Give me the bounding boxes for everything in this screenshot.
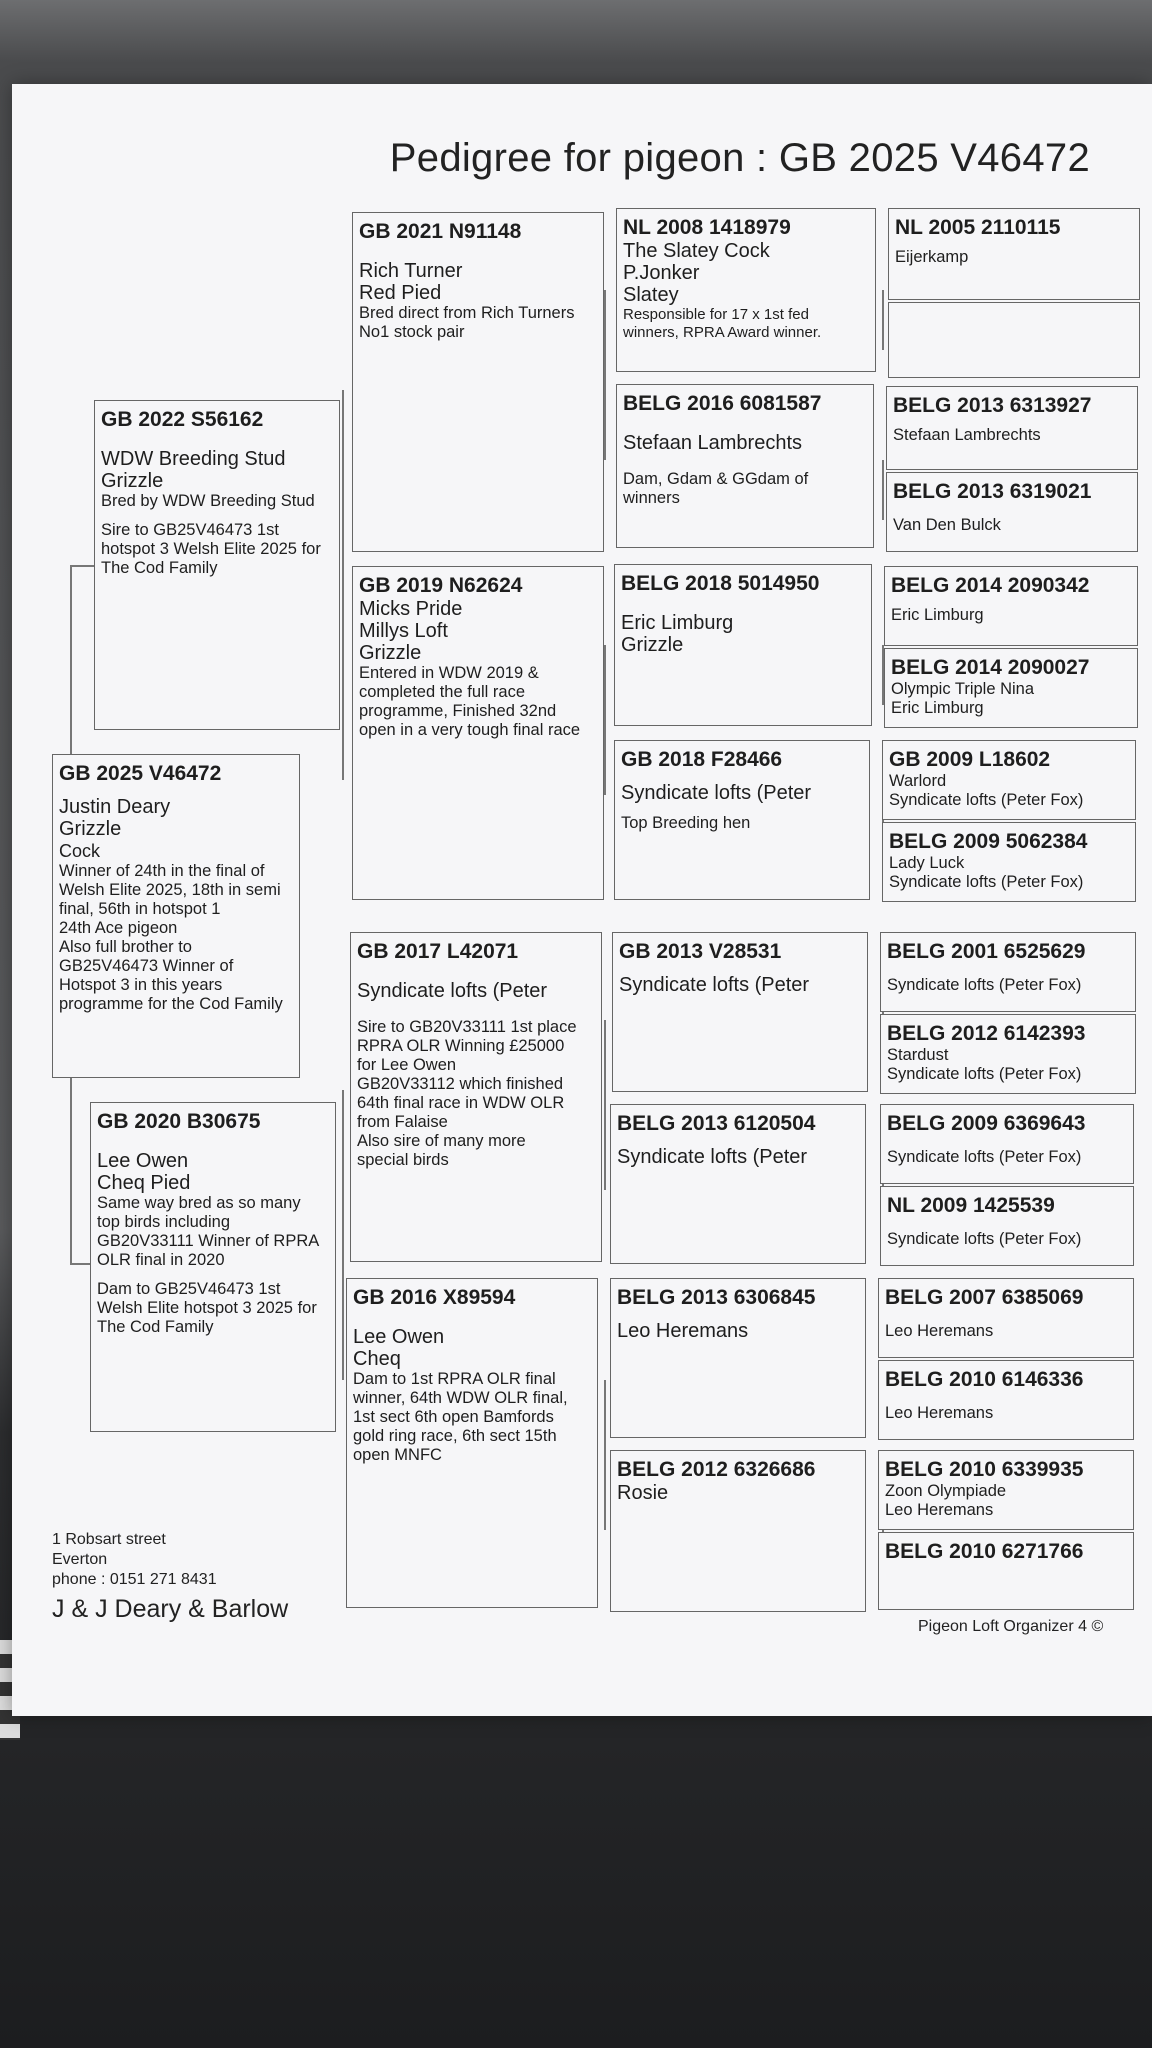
g5-card xyxy=(884,566,1138,646)
line-1: Stefaan Lambrechts xyxy=(893,426,1041,444)
pigeon-name: Rosie xyxy=(617,1482,669,1504)
line-1: Eijerkamp xyxy=(895,248,969,266)
phone-number: phone : 0151 271 8431 xyxy=(52,1571,217,1588)
colour: Red Pied xyxy=(359,282,442,304)
breeder-name: Syndicate lofts (Peter xyxy=(617,1146,808,1168)
g5-card xyxy=(886,386,1138,470)
line-1: Syndicate lofts (Peter Fox) xyxy=(887,976,1082,994)
line-1: Syndicate lofts (Peter Fox) xyxy=(887,1230,1082,1248)
colour: Grizzle xyxy=(621,634,684,656)
address-line-1: 1 Robsart street xyxy=(52,1531,166,1548)
ring-number: BELG 2010 6146336 xyxy=(885,1368,1084,1391)
ddd-card xyxy=(610,1450,866,1612)
ring-number: GB 2020 B30675 xyxy=(97,1110,261,1133)
colour: Grizzle xyxy=(359,642,422,664)
ring-number: GB 2013 V28531 xyxy=(619,940,782,963)
connector-line xyxy=(604,1380,606,1530)
dss-card xyxy=(612,932,868,1092)
colour: Grizzle xyxy=(59,818,122,840)
ring-number: BELG 2010 6339935 xyxy=(885,1458,1084,1481)
ring-number: BELG 2013 6319021 xyxy=(893,480,1092,503)
connector-line xyxy=(604,645,606,795)
line-2: Eric Limburg xyxy=(891,699,984,717)
g5-card xyxy=(880,932,1136,1012)
pigeon-name: The Slatey Cock xyxy=(623,240,770,262)
breeder-name: Syndicate lofts (Peter xyxy=(619,974,810,996)
connector-line xyxy=(342,1090,344,1380)
colour: Grizzle xyxy=(101,470,164,492)
g5-card xyxy=(878,1360,1134,1440)
address-line-2: Everton xyxy=(52,1551,108,1568)
g5-card xyxy=(880,1104,1134,1184)
ring-number: BELG 2012 6326686 xyxy=(617,1458,816,1481)
g5-card xyxy=(878,1278,1134,1358)
notes-2: Dam to GB25V46473 1st Welsh Elite hotspot 3 2025 for The Cod Family xyxy=(97,1280,317,1336)
line-1: Stardust xyxy=(887,1046,949,1064)
g5-card xyxy=(880,1014,1136,1094)
notes: Sire to GB20V33111 1st place RPRA OLR Winning £25000 for Lee Owen GB20V33112 which finished 64th final race in WDW OLR from Falaise Also sire of many more special birds xyxy=(357,1018,577,1169)
ring-number: NL 2008 1418979 xyxy=(623,216,791,239)
g5-card xyxy=(878,1532,1134,1610)
sss-card xyxy=(616,208,876,372)
g5-card xyxy=(878,1450,1134,1530)
notes: Entered in WDW 2019 & completed the full race programme, Finished 32nd open in a very tough final race xyxy=(359,664,581,739)
owner-address-block xyxy=(52,1530,288,1626)
ring-number: NL 2009 1425539 xyxy=(887,1194,1055,1217)
sds-card xyxy=(614,564,872,726)
dam-sire-card xyxy=(350,932,602,1262)
dam-dam-card xyxy=(346,1278,598,1608)
line-1: Syndicate lofts (Peter Fox) xyxy=(887,1148,1082,1166)
connector-line xyxy=(342,390,344,780)
sex: Cock xyxy=(59,841,101,861)
line-1: Eric Limburg xyxy=(891,606,984,624)
line-2: Syndicate lofts (Peter Fox) xyxy=(889,873,1084,891)
breeder-name: Stefaan Lambrechts xyxy=(623,432,802,454)
ring-number: GB 2025 V46472 xyxy=(59,762,222,785)
ring-number: BELG 2009 6369643 xyxy=(887,1112,1086,1135)
g5-card xyxy=(888,302,1140,378)
line-1: Lady Luck xyxy=(889,854,965,872)
line-1: Warlord xyxy=(889,772,947,790)
ring-number: BELG 2001 6525629 xyxy=(887,940,1086,963)
line-1: Van Den Bulck xyxy=(893,516,1001,534)
breeder-name: Rich Turner xyxy=(359,260,463,282)
line-1: Zoon Olympiade xyxy=(885,1482,1007,1500)
breeder-name: Lee Owen xyxy=(353,1326,445,1348)
sdd-card xyxy=(614,740,870,900)
ring-number: GB 2017 L42071 xyxy=(357,940,519,963)
notes: Same way bred as so many top birds including GB20V33111 Winner of RPRA OLR final in 2020 xyxy=(97,1194,320,1269)
loft-name: Millys Loft xyxy=(359,620,448,642)
ring-number: GB 2009 L18602 xyxy=(889,748,1051,771)
ring-number: BELG 2012 6142393 xyxy=(887,1022,1086,1045)
dsd-card xyxy=(610,1104,866,1264)
subject-pigeon-card xyxy=(52,754,300,1078)
notes: Winner of 24th in the final of Welsh Elite 2025, 18th in semi final, 56th in hotspot 1 24th Ace pigeon Also full brother to GB25V46473 Winner of Hotspot 3 in this years programme for the Cod Family xyxy=(59,862,283,1013)
breeder-name: Eric Limburg xyxy=(621,612,734,634)
connector-line xyxy=(882,290,884,350)
pigeon-name: Micks Pride xyxy=(359,598,463,620)
breeder-name: Syndicate lofts (Peter xyxy=(357,980,548,1002)
g5-card xyxy=(884,648,1138,728)
ring-number: BELG 2013 6306845 xyxy=(617,1286,816,1309)
connector-line xyxy=(882,460,884,520)
ring-number: BELG 2014 2090342 xyxy=(891,574,1090,597)
connector-line xyxy=(604,1020,606,1190)
breeder-name: Lee Owen xyxy=(97,1150,189,1172)
breeder-name: Justin Deary xyxy=(59,796,171,818)
line-1: Leo Heremans xyxy=(885,1322,994,1340)
notes: Responsible for 17 x 1st fed winners, RPRA Award winner. xyxy=(623,306,822,341)
dds-card xyxy=(610,1278,866,1438)
breeder-name: Leo Heremans xyxy=(617,1320,749,1342)
line-2: Syndicate lofts (Peter Fox) xyxy=(887,1065,1082,1083)
page-title: Pedigree for pigeon : GB 2025 V46472 xyxy=(389,136,1090,180)
ring-number: BELG 2007 6385069 xyxy=(885,1286,1084,1309)
ring-number: BELG 2013 6120504 xyxy=(617,1112,816,1135)
g5-card xyxy=(882,740,1136,820)
ssd-card xyxy=(616,384,874,548)
line-2: Leo Heremans xyxy=(885,1501,994,1519)
ring-number: BELG 2016 6081587 xyxy=(623,392,822,415)
g5-card xyxy=(888,208,1140,300)
ring-number: GB 2019 N62624 xyxy=(359,574,523,597)
connector-line xyxy=(604,290,606,460)
notes: Sire to GB25V46473 1st hotspot 3 Welsh Elite 2025 for The Cod Family xyxy=(101,521,321,577)
line-1: Leo Heremans xyxy=(885,1404,994,1422)
ring-number: NL 2005 2110115 xyxy=(895,216,1061,239)
ring-number: BELG 2009 5062384 xyxy=(889,830,1088,853)
ring-number: GB 2022 S56162 xyxy=(101,408,264,431)
g5-card xyxy=(886,472,1138,552)
dam-card xyxy=(90,1102,336,1432)
ring-number: BELG 2010 6271766 xyxy=(885,1540,1084,1563)
breeder-name: WDW Breeding Stud xyxy=(101,448,286,470)
colour: Slatey xyxy=(623,284,679,306)
sire-sire-card xyxy=(352,212,604,552)
bred-by: Bred by WDW Breeding Stud xyxy=(101,492,315,510)
notes: Bred direct from Rich Turners No1 stock pair xyxy=(359,304,575,341)
line-2: Syndicate lofts (Peter Fox) xyxy=(889,791,1084,809)
ring-number: BELG 2013 6313927 xyxy=(893,394,1092,417)
colour: Cheq Pied xyxy=(97,1172,191,1194)
notes: Dam to 1st RPRA OLR final winner, 64th WDW OLR final, 1st sect 6th open Bamfords gold ring race, 6th sect 15th open MNFC xyxy=(353,1370,568,1464)
ring-number: BELG 2014 2090027 xyxy=(891,656,1090,679)
sire-dam-card xyxy=(352,566,604,900)
connector-line xyxy=(70,1263,92,1265)
notes: Dam, Gdam & GGdam of winners xyxy=(623,470,809,507)
line-1: Olympic Triple Nina xyxy=(891,680,1035,698)
g5-card xyxy=(882,822,1136,902)
colour: Cheq xyxy=(353,1348,401,1370)
notes: Top Breeding hen xyxy=(621,814,751,832)
ring-number: GB 2021 N91148 xyxy=(359,220,522,243)
owner-name: J & J Deary & Barlow xyxy=(52,1595,289,1623)
sire-card xyxy=(94,400,340,730)
g5-card xyxy=(880,1186,1134,1266)
ring-number: GB 2018 F28466 xyxy=(621,748,783,771)
software-credit: Pigeon Loft Organizer 4 © xyxy=(918,1618,1104,1635)
ring-number: GB 2016 X89594 xyxy=(353,1286,516,1309)
ring-number: BELG 2018 5014950 xyxy=(621,572,820,595)
breeder-name: Syndicate lofts (Peter xyxy=(621,782,812,804)
breeder-name: P.Jonker xyxy=(623,262,700,284)
